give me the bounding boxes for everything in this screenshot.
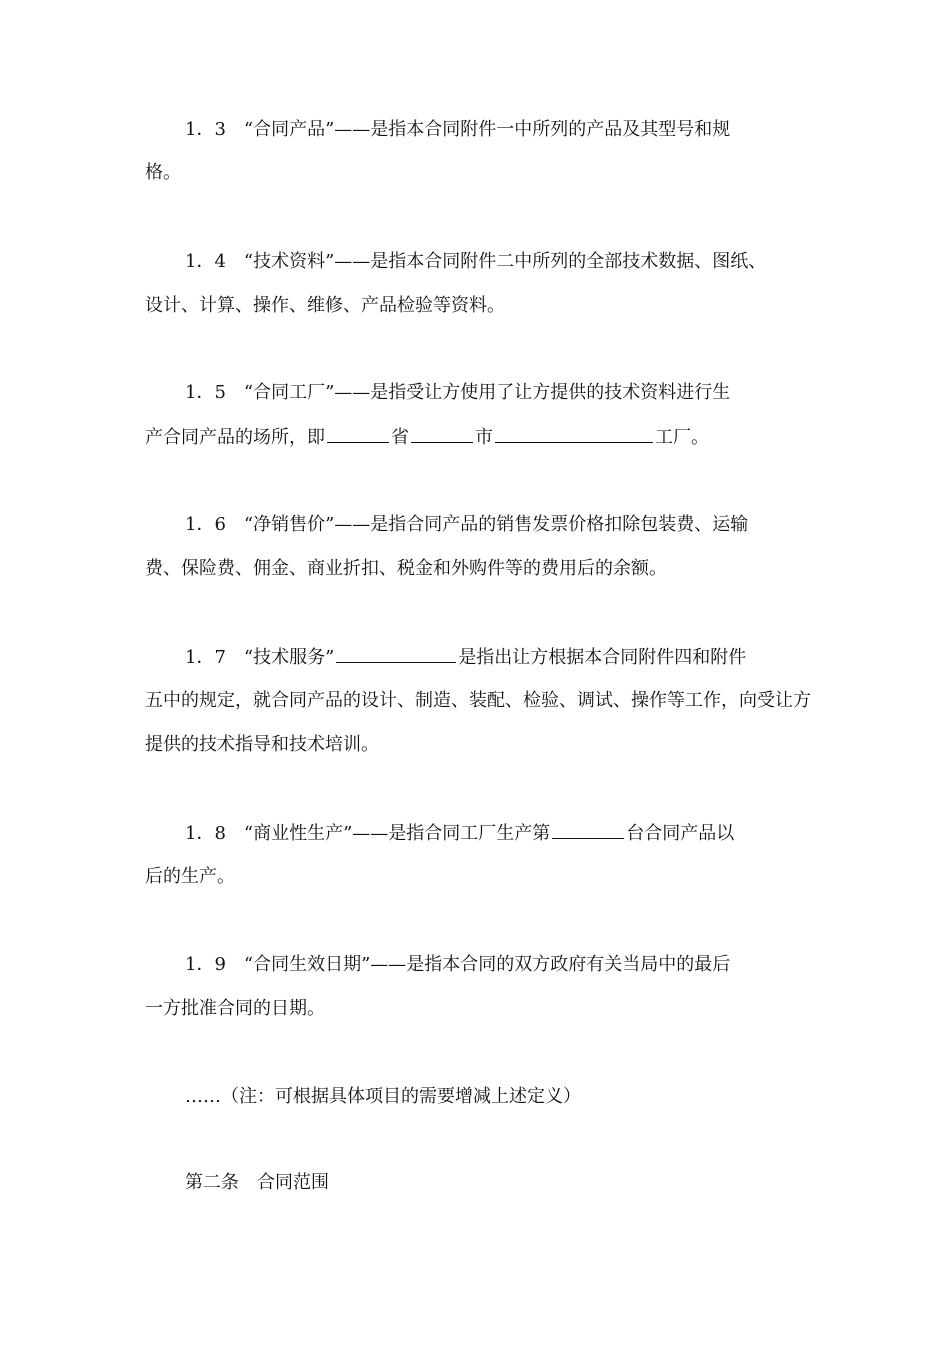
clause-1-4-line-2: 设计、计算、操作、维修、产品检验等资料。 [145, 295, 505, 316]
clause-1-6-line-2: 费、保险费、佣金、商业折扣、税金和外购件等的费用后的余额。 [145, 558, 667, 579]
province-blank [327, 424, 389, 443]
clause-1-3-line-1: 1．3 “合同产品”——是指本合同附件一中所列的产品及其型号和规 [185, 119, 731, 140]
clause-1-5-line-2 [145, 424, 709, 451]
definition-note: ……（注：可根据具体项目的需要增减上述定义） [185, 1086, 581, 1107]
clause-1-9-line-2: 一方批准合同的日期。 [145, 998, 325, 1019]
unit-count-blank [552, 820, 624, 839]
clause-1-5-line-1: 1．5 “合同工厂”——是指受让方使用了让方提供的技术资料进行生 [185, 382, 731, 403]
clause-1-5-text-c: 市 [475, 427, 493, 448]
clause-1-8-text-b: 台合同产品以 [626, 823, 735, 844]
clause-1-6-line-1: 1．6 “净销售价”——是指合同产品的销售发票价格扣除包装费、运输 [185, 514, 749, 535]
clause-1-7-text-b: 是指出让方根据本合同附件四和附件 [458, 647, 747, 668]
clause-1-7-line-3: 提供的技术指导和技术培训。 [145, 734, 379, 755]
city-blank [411, 424, 473, 443]
clause-1-5-text-d: 工厂。 [655, 427, 709, 448]
clause-1-8-text-a: 1．8 “商业性生产”——是指合同工厂生产第 [185, 823, 551, 844]
clause-1-5-text-b: 省 [391, 427, 409, 448]
clause-1-4-line-1: 1．4 “技术资料”——是指本合同附件二中所列的全部技术数据、图纸、 [185, 251, 767, 272]
clause-1-9-line-1: 1．9 “合同生效日期”——是指本合同的双方政府有关当局中的最后 [185, 954, 731, 975]
article-2-heading: 第二条 合同范围 [185, 1172, 329, 1193]
clause-1-3-line-2: 格。 [145, 162, 181, 183]
clause-1-5-text-a: 产合同产品的场所，即 [145, 427, 325, 448]
clause-1-7-line-1 [185, 644, 746, 671]
clause-1-7-text-a: 1．7 “技术服务” [185, 647, 335, 668]
service-blank [336, 644, 456, 663]
clause-1-8-line-1 [185, 820, 734, 847]
factory-blank [495, 424, 653, 443]
clause-1-8-line-2: 后的生产。 [145, 866, 235, 887]
clause-1-7-line-2: 五中的规定，就合同产品的设计、制造、装配、检验、调试、操作等工作，向受让方 [145, 690, 811, 711]
